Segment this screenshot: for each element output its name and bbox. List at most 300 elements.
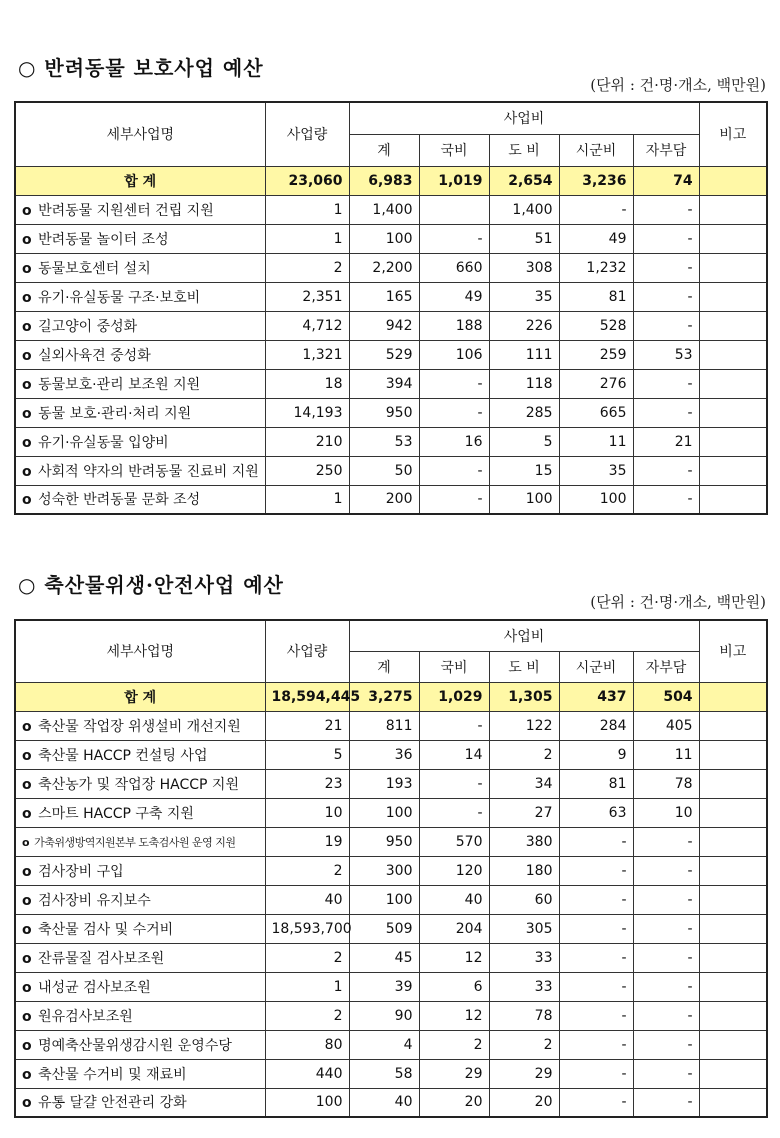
- total-value: 1,019: [419, 166, 489, 195]
- table-row: [15, 740, 767, 769]
- header-national: 국비: [419, 651, 489, 682]
- row-value: 4,712: [265, 311, 349, 340]
- row-name: 내성균 검사보조원: [38, 979, 151, 996]
- total-value: 18,594,445: [265, 682, 349, 711]
- row-value: -: [633, 456, 699, 485]
- row-value: -: [419, 485, 489, 514]
- row-value: -: [559, 914, 633, 943]
- row-name: 가축위생방역지원본부 도축검사원 운영 지원: [34, 835, 236, 849]
- note-cell: [699, 224, 767, 253]
- note-cell: [699, 340, 767, 369]
- row-name: 길고양이 중성화: [38, 318, 138, 335]
- table-row: [15, 485, 767, 514]
- row-value: -: [419, 398, 489, 427]
- row-value: 33: [489, 943, 559, 972]
- row-name-cell: [15, 224, 265, 253]
- row-name-cell: [15, 885, 265, 914]
- row-name: 축산물 HACCP 컨설팅 사업: [38, 747, 208, 764]
- row-value: 51: [489, 224, 559, 253]
- row-value: 122: [489, 711, 559, 740]
- row-name-cell: [15, 369, 265, 398]
- header-total: 계: [349, 134, 419, 166]
- row-value: 36: [349, 740, 419, 769]
- section-title: ○ 반려동물 보호사업 예산: [18, 56, 264, 80]
- row-value: -: [559, 827, 633, 856]
- row-value: -: [559, 195, 633, 224]
- row-value: 1,232: [559, 253, 633, 282]
- row-value: -: [419, 369, 489, 398]
- row-name-cell: [15, 253, 265, 282]
- row-name: 축산농가 및 작업장 HACCP 지원: [38, 776, 239, 793]
- row-value: 250: [265, 456, 349, 485]
- bullet-icon: o: [22, 376, 32, 393]
- row-value: 285: [489, 398, 559, 427]
- row-name-cell: [15, 740, 265, 769]
- row-value: 2: [265, 856, 349, 885]
- row-value: -: [559, 856, 633, 885]
- row-value: -: [559, 972, 633, 1001]
- note-cell: [699, 682, 767, 711]
- header-note: 비고: [699, 620, 767, 682]
- note-cell: [699, 485, 767, 514]
- table-row: [15, 1088, 767, 1117]
- row-value: -: [559, 885, 633, 914]
- table-row: [15, 827, 767, 856]
- row-value: -: [559, 1059, 633, 1088]
- row-value: 226: [489, 311, 559, 340]
- row-value: 90: [349, 1001, 419, 1030]
- row-value: 100: [559, 485, 633, 514]
- row-name-cell: [15, 972, 265, 1001]
- row-value: 405: [633, 711, 699, 740]
- note-cell: [699, 943, 767, 972]
- row-name-cell: [15, 943, 265, 972]
- table-row: [15, 972, 767, 1001]
- row-value: 60: [489, 885, 559, 914]
- row-name: 검사장비 구입: [38, 863, 124, 880]
- row-value: -: [633, 195, 699, 224]
- row-name-cell: [15, 485, 265, 514]
- table-row: [15, 914, 767, 943]
- header-province: 도 비: [489, 651, 559, 682]
- row-value: 165: [349, 282, 419, 311]
- row-value: 204: [419, 914, 489, 943]
- header-total: 계: [349, 651, 419, 682]
- row-value: 50: [349, 456, 419, 485]
- bullet-icon: o: [22, 260, 32, 277]
- header-qty: 사업량: [265, 102, 349, 166]
- row-name: 유기·유실동물 구조·보호비: [38, 289, 201, 306]
- header-name: 세부사업명: [15, 102, 265, 166]
- section-title: ○ 축산물위생·안전사업 예산: [18, 573, 284, 597]
- row-name-cell: [15, 827, 265, 856]
- row-value: 19: [265, 827, 349, 856]
- row-name: 사회적 약자의 반려동물 진료비 지원: [38, 463, 259, 480]
- row-name: 원유검사보조원: [38, 1008, 133, 1025]
- note-cell: [699, 398, 767, 427]
- row-name-cell: [15, 456, 265, 485]
- total-label: 합 계: [15, 166, 265, 195]
- row-value: 18,593,700: [265, 914, 349, 943]
- row-value: 440: [265, 1059, 349, 1088]
- row-value: 1,400: [349, 195, 419, 224]
- row-name: 실외사육견 중성화: [38, 347, 151, 364]
- row-name: 유기·유실동물 입양비: [38, 434, 169, 451]
- bullet-icon: o: [22, 231, 32, 248]
- unit-note: (단위 : 건·명·개소, 백만원): [590, 593, 766, 611]
- row-value: 100: [265, 1088, 349, 1117]
- row-value: -: [633, 914, 699, 943]
- row-value: 40: [349, 1088, 419, 1117]
- row-value: 40: [419, 885, 489, 914]
- row-value: 16: [419, 427, 489, 456]
- row-value: 111: [489, 340, 559, 369]
- row-value: -: [633, 224, 699, 253]
- row-value: 100: [349, 885, 419, 914]
- row-value: -: [419, 711, 489, 740]
- row-value: 15: [489, 456, 559, 485]
- table-row: [15, 798, 767, 827]
- table-row: [15, 398, 767, 427]
- row-value: -: [633, 282, 699, 311]
- row-value: 100: [349, 224, 419, 253]
- bullet-icon: o: [22, 776, 32, 793]
- row-name-cell: [15, 798, 265, 827]
- row-value: 305: [489, 914, 559, 943]
- row-name-cell: [15, 282, 265, 311]
- row-value: 1: [265, 485, 349, 514]
- total-value: 74: [633, 166, 699, 195]
- bullet-icon: o: [22, 318, 32, 335]
- row-value: 20: [419, 1088, 489, 1117]
- total-row: [15, 682, 767, 711]
- bullet-icon: o: [22, 892, 32, 909]
- row-value: 570: [419, 827, 489, 856]
- total-value: 504: [633, 682, 699, 711]
- row-value: 1,400: [489, 195, 559, 224]
- row-value: -: [633, 1001, 699, 1030]
- row-name: 축산물 수거비 및 재료비: [38, 1066, 187, 1083]
- budget-table: [14, 101, 768, 515]
- total-row: [15, 166, 767, 195]
- note-cell: [699, 914, 767, 943]
- row-value: -: [633, 1059, 699, 1088]
- row-value: 5: [489, 427, 559, 456]
- row-value: 1,321: [265, 340, 349, 369]
- header-national: 국비: [419, 134, 489, 166]
- table-row: [15, 943, 767, 972]
- row-name-cell: [15, 1001, 265, 1030]
- row-value: 49: [419, 282, 489, 311]
- bullet-icon: o: [22, 347, 32, 364]
- note-cell: [699, 427, 767, 456]
- table-row: [15, 856, 767, 885]
- row-value: 35: [489, 282, 559, 311]
- row-name: 축산물 작업장 위생설비 개선지원: [38, 718, 241, 735]
- header-name: 세부사업명: [15, 620, 265, 682]
- row-value: 1: [265, 972, 349, 1001]
- row-value: 11: [559, 427, 633, 456]
- row-name-cell: [15, 769, 265, 798]
- note-cell: [699, 253, 767, 282]
- header-cost: 사업비: [349, 620, 699, 651]
- row-value: 1: [265, 195, 349, 224]
- row-name-cell: [15, 311, 265, 340]
- bullet-icon: o: [22, 835, 30, 849]
- row-value: 53: [349, 427, 419, 456]
- row-value: -: [633, 856, 699, 885]
- row-name: 잔류물질 검사보조원: [38, 950, 165, 967]
- row-value: 18: [265, 369, 349, 398]
- row-value: 2: [265, 1001, 349, 1030]
- row-value: -: [633, 827, 699, 856]
- row-value: [419, 195, 489, 224]
- row-value: -: [633, 1088, 699, 1117]
- row-value: 284: [559, 711, 633, 740]
- table-row: [15, 885, 767, 914]
- row-value: 276: [559, 369, 633, 398]
- row-value: 665: [559, 398, 633, 427]
- header-qty: 사업량: [265, 620, 349, 682]
- bullet-icon: o: [22, 979, 32, 996]
- table-row: [15, 195, 767, 224]
- bullet-icon: o: [22, 202, 32, 219]
- row-name: 동물보호센터 설치: [38, 260, 151, 277]
- note-cell: [699, 972, 767, 1001]
- table-row: [15, 340, 767, 369]
- row-value: 106: [419, 340, 489, 369]
- row-value: 78: [633, 769, 699, 798]
- note-cell: [699, 456, 767, 485]
- table-row: [15, 1059, 767, 1088]
- header-cost: 사업비: [349, 102, 699, 134]
- bullet-icon: o: [22, 463, 32, 480]
- note-cell: [699, 740, 767, 769]
- note-cell: [699, 827, 767, 856]
- total-value: 6,983: [349, 166, 419, 195]
- row-value: 29: [419, 1059, 489, 1088]
- row-value: 2: [489, 1030, 559, 1059]
- row-value: 10: [265, 798, 349, 827]
- row-value: -: [633, 485, 699, 514]
- budget-table: [14, 619, 768, 1118]
- row-value: 180: [489, 856, 559, 885]
- row-value: 942: [349, 311, 419, 340]
- row-value: 53: [633, 340, 699, 369]
- row-value: 80: [265, 1030, 349, 1059]
- table-row: [15, 253, 767, 282]
- table-row: [15, 369, 767, 398]
- row-value: 45: [349, 943, 419, 972]
- row-value: 394: [349, 369, 419, 398]
- header-self: 자부담: [633, 134, 699, 166]
- unit-note: (단위 : 건·명·개소, 백만원): [590, 76, 766, 94]
- bullet-icon: o: [22, 1066, 32, 1083]
- row-value: 40: [265, 885, 349, 914]
- table-row: [15, 769, 767, 798]
- row-name-cell: [15, 914, 265, 943]
- bullet-icon: o: [22, 863, 32, 880]
- row-value: 39: [349, 972, 419, 1001]
- row-name: 반려동물 지원센터 건립 지원: [38, 202, 214, 219]
- row-value: -: [559, 1001, 633, 1030]
- row-value: 1: [265, 224, 349, 253]
- bullet-icon: o: [22, 1008, 32, 1025]
- row-name: 축산물 검사 및 수거비: [38, 921, 174, 938]
- bullet-icon: o: [22, 805, 32, 822]
- row-value: 120: [419, 856, 489, 885]
- row-value: 81: [559, 769, 633, 798]
- note-cell: [699, 798, 767, 827]
- row-value: 21: [633, 427, 699, 456]
- header-city: 시군비: [559, 134, 633, 166]
- note-cell: [699, 166, 767, 195]
- table-row: [15, 1001, 767, 1030]
- row-name-cell: [15, 398, 265, 427]
- total-value: 1,029: [419, 682, 489, 711]
- row-value: 33: [489, 972, 559, 1001]
- table-row: [15, 282, 767, 311]
- row-name: 성숙한 반려동물 문화 조성: [38, 492, 201, 509]
- row-name: 유통 달걀 안전관리 강화: [38, 1095, 187, 1112]
- bullet-icon: o: [22, 747, 32, 764]
- bullet-icon: o: [22, 1037, 32, 1054]
- row-value: -: [559, 943, 633, 972]
- row-value: 49: [559, 224, 633, 253]
- row-value: 259: [559, 340, 633, 369]
- total-value: 1,305: [489, 682, 559, 711]
- row-value: 14,193: [265, 398, 349, 427]
- row-value: 509: [349, 914, 419, 943]
- bullet-icon: o: [22, 718, 32, 735]
- total-value: 437: [559, 682, 633, 711]
- row-value: 660: [419, 253, 489, 282]
- row-value: 58: [349, 1059, 419, 1088]
- row-value: 6: [419, 972, 489, 1001]
- total-value: 2,654: [489, 166, 559, 195]
- row-value: -: [419, 798, 489, 827]
- row-value: 63: [559, 798, 633, 827]
- row-value: -: [633, 369, 699, 398]
- note-cell: [699, 195, 767, 224]
- row-value: 308: [489, 253, 559, 282]
- row-value: 529: [349, 340, 419, 369]
- row-value: 10: [633, 798, 699, 827]
- row-name-cell: [15, 195, 265, 224]
- bullet-icon: o: [22, 289, 32, 306]
- row-name-cell: [15, 1088, 265, 1117]
- row-value: 2: [265, 943, 349, 972]
- row-value: 2,351: [265, 282, 349, 311]
- row-value: 2: [489, 740, 559, 769]
- row-value: -: [419, 769, 489, 798]
- row-value: 23: [265, 769, 349, 798]
- row-value: -: [633, 972, 699, 1001]
- row-name: 동물 보호·관리·처리 지원: [38, 405, 192, 422]
- row-value: 12: [419, 1001, 489, 1030]
- header-province: 도 비: [489, 134, 559, 166]
- row-value: 29: [489, 1059, 559, 1088]
- row-value: 100: [489, 485, 559, 514]
- row-value: -: [633, 311, 699, 340]
- total-label: 합 계: [15, 682, 265, 711]
- row-value: 2: [265, 253, 349, 282]
- row-name: 스마트 HACCP 구축 지원: [38, 805, 194, 822]
- row-value: 100: [349, 798, 419, 827]
- row-value: 12: [419, 943, 489, 972]
- row-value: 5: [265, 740, 349, 769]
- bullet-icon: o: [22, 950, 32, 967]
- note-cell: [699, 769, 767, 798]
- row-value: 27: [489, 798, 559, 827]
- row-name: 반려동물 놀이터 조성: [38, 231, 169, 248]
- row-value: -: [633, 1030, 699, 1059]
- total-value: 3,236: [559, 166, 633, 195]
- row-value: -: [633, 885, 699, 914]
- row-value: -: [633, 253, 699, 282]
- table-row: [15, 711, 767, 740]
- bullet-icon: o: [22, 492, 32, 509]
- row-name-cell: [15, 711, 265, 740]
- table-row: [15, 1030, 767, 1059]
- row-name-cell: [15, 340, 265, 369]
- row-value: -: [633, 943, 699, 972]
- row-value: 14: [419, 740, 489, 769]
- note-cell: [699, 311, 767, 340]
- row-value: 300: [349, 856, 419, 885]
- row-name-cell: [15, 1030, 265, 1059]
- row-value: 210: [265, 427, 349, 456]
- note-cell: [699, 1059, 767, 1088]
- row-value: 35: [559, 456, 633, 485]
- bullet-icon: o: [22, 1095, 32, 1112]
- row-value: 4: [349, 1030, 419, 1059]
- row-value: 950: [349, 398, 419, 427]
- row-value: -: [559, 1088, 633, 1117]
- table-row: [15, 456, 767, 485]
- total-value: 3,275: [349, 682, 419, 711]
- header-note: 비고: [699, 102, 767, 166]
- row-value: 380: [489, 827, 559, 856]
- bullet-icon: o: [22, 434, 32, 451]
- row-value: -: [559, 1030, 633, 1059]
- row-value: 2,200: [349, 253, 419, 282]
- note-cell: [699, 282, 767, 311]
- note-cell: [699, 1030, 767, 1059]
- row-value: 528: [559, 311, 633, 340]
- row-value: 2: [419, 1030, 489, 1059]
- note-cell: [699, 856, 767, 885]
- row-value: 200: [349, 485, 419, 514]
- note-cell: [699, 1088, 767, 1117]
- row-value: 950: [349, 827, 419, 856]
- row-value: 193: [349, 769, 419, 798]
- row-value: 78: [489, 1001, 559, 1030]
- bullet-icon: o: [22, 405, 32, 422]
- row-name: 검사장비 유지보수: [38, 892, 151, 909]
- row-name-cell: [15, 427, 265, 456]
- row-value: 9: [559, 740, 633, 769]
- header-city: 시군비: [559, 651, 633, 682]
- table-row: [15, 224, 767, 253]
- row-value: 188: [419, 311, 489, 340]
- header-self: 자부담: [633, 651, 699, 682]
- row-value: -: [633, 398, 699, 427]
- bullet-icon: o: [22, 921, 32, 938]
- row-value: 20: [489, 1088, 559, 1117]
- row-value: -: [419, 456, 489, 485]
- table-row: [15, 311, 767, 340]
